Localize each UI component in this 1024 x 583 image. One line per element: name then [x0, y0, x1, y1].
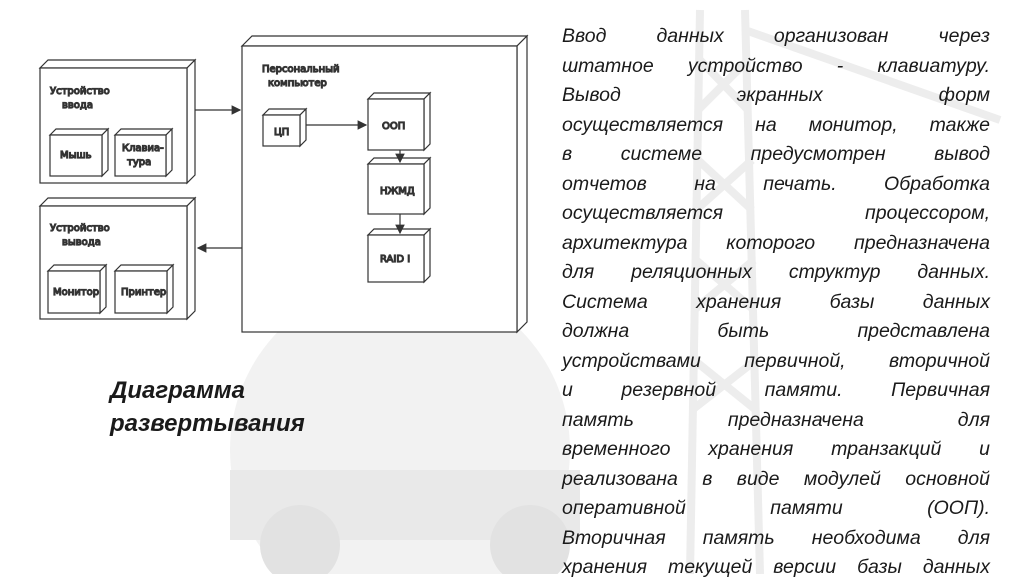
raid-label: RAID I [380, 254, 411, 265]
paragraph-line: Ввод данных организован через [562, 25, 990, 47]
paragraph-line: временного хранения транзакций и [562, 438, 990, 460]
computer-label-2: компьютер [268, 78, 327, 89]
computer-label-1: Персональный [262, 64, 340, 75]
mouse-label: Мышь [60, 150, 92, 161]
cpu-label: ЦП [274, 127, 290, 138]
paragraph-line: память предназначена для [562, 408, 990, 431]
nzhmd-label: НЖМД [380, 186, 415, 197]
paragraph-line: в системе предусмотрен вывод [562, 143, 990, 165]
monitor-label: Монитор [53, 287, 100, 298]
paragraph-line: осуществляется на монитор, также [562, 113, 990, 136]
paragraph-line: архитектура которого предназначена [562, 231, 990, 254]
keyboard-label-1: Клавиа- [122, 143, 164, 154]
paragraph-line: устройствами первичной, вторичной [562, 349, 990, 372]
paragraph-line: и резервной памяти. Первичная [562, 379, 990, 401]
paragraph-line: хранения текущей версии базы данных [562, 556, 990, 578]
printer-label: Принтер [121, 287, 167, 298]
paragraph-line: для реляционных структур данных. [562, 261, 990, 283]
paragraph-line: штатное устройство - клавиатуру. [562, 54, 990, 77]
description-paragraph [562, 22, 990, 583]
output-device-label-1: Устройство [50, 223, 110, 234]
caption-line-2: развертывания [110, 410, 305, 437]
output-device-label-2: вывода [62, 237, 101, 248]
caption-line-1: Диаграмма [110, 377, 246, 404]
diagram-caption [110, 374, 370, 440]
paragraph-line: отчетов на печать. Обработка [562, 172, 990, 195]
paragraph-line: Система хранения базы данных [562, 290, 990, 313]
paragraph-line: должна быть представлена [562, 320, 990, 342]
paragraph-line: Вторичная память необходима для [562, 526, 990, 549]
input-device-label-1: Устройство [50, 86, 110, 97]
paragraph-line: оперативной памяти (ООП). [562, 497, 990, 519]
keyboard-label-2: тура [127, 157, 152, 168]
paragraph-line: Вывод экранных форм [562, 84, 990, 106]
paragraph-line: реализована в виде модулей основной [562, 467, 990, 490]
paragraph-line: осуществляется процессором, [562, 202, 990, 224]
oop-label: ООП [382, 121, 406, 132]
input-device-label-2: ввода [62, 100, 93, 111]
